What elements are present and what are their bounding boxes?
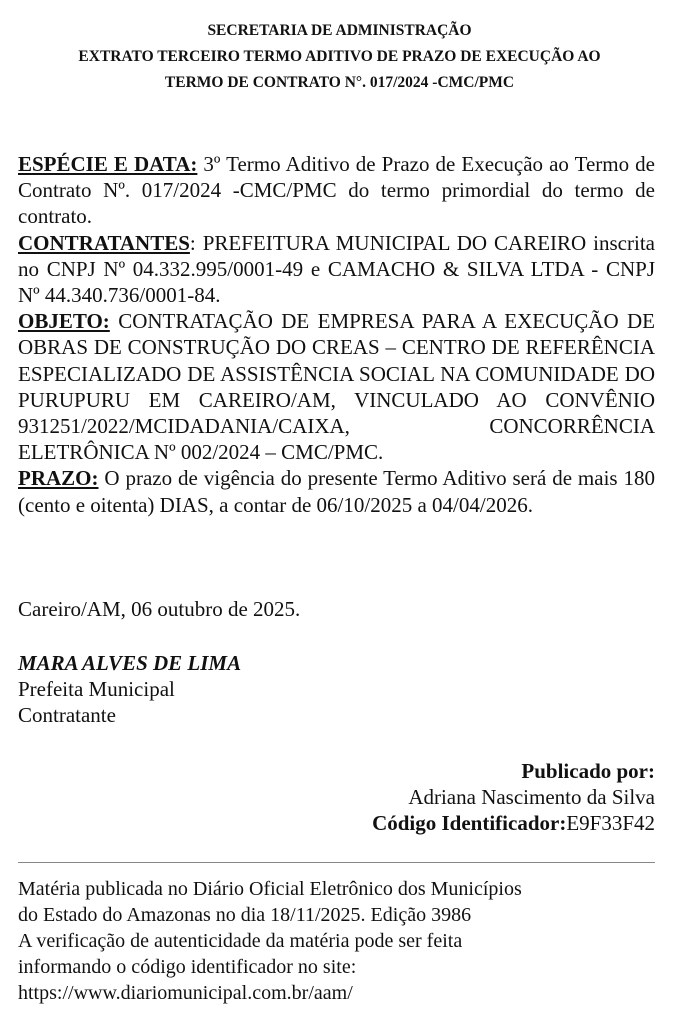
objeto-label: OBJETO: [18,309,110,334]
footer-line: informando o código identificador no site: [18,956,357,978]
prazo-paragraph [18,465,655,517]
published-by-label: Publicado por: [521,759,655,783]
publisher-name: Adriana Nascimento da Silva [408,785,655,809]
publication-block [372,758,655,836]
especie-label: ESPÉCIE E DATA: [18,152,198,176]
footer-note [18,876,658,1006]
identifier-line [372,810,655,836]
divider [18,862,655,863]
contratantes-text: : PREFEITURA MUNICIPAL DO CAREIRO inscrita no CNPJ Nº 04.332.995/0001-49 e CAMACHO & SILVA LTDA - CNPJ Nº 44.340.736/0001-84. [18,230,655,308]
especie-text: 3º Termo Aditivo de Prazo de Execução ao Termo de Contrato Nº. 017/2024 -CMC/PMC do termo primordial do termo de contrato. [18,152,655,229]
prazo-label: PRAZO: [18,466,99,491]
signatory-role: Prefeita Municipal [18,677,175,701]
objeto-paragraph [18,308,655,465]
contratantes-paragraph [18,230,655,309]
document-body [18,151,655,518]
header-title-line2: TERMO DE CONTRATO N°. 017/2024 -CMC/PMC [164,74,515,91]
header-title-line1: EXTRATO TERCEIRO TERMO ADITIVO DE PRAZO DE EXECUÇÃO AO [78,48,601,65]
prazo-text: O prazo de vigência do presente Termo Aditivo será de mais 180 (cento e oitenta) DIAS, a contar de 06/10/2025 a 04/04/2026. [18,466,655,517]
identifier-label: Código Identificador: [372,811,567,835]
identifier-code: E9F33F42 [566,811,655,835]
footer-url: https://www.diariomunicipal.com.br/aam/ [18,982,353,1004]
signatory-name: MARA ALVES DE LIMA [18,651,242,675]
contratantes-label: CONTRATANTES [18,230,190,255]
signatory-party: Contratante [18,703,116,727]
footer-line: A verificação de autenticidade da matéria pode ser feita [18,930,463,952]
signature-block [18,650,241,728]
footer-line: do Estado do Amazonas no dia 18/11/2025. Edição 3986 [18,904,472,926]
header-secretaria: SECRETARIA DE ADMINISTRAÇÃO [207,22,472,39]
especie-paragraph [18,151,655,230]
place-date: Careiro/AM, 06 outubro de 2025. [18,597,301,621]
objeto-text: CONTRATAÇÃO DE EMPRESA PARA A EXECUÇÃO DE OBRAS DE CONSTRUÇÃO DO CREAS – CENTRO DE REFERÊNCIA ESPECIALIZADO DE ASSISTÊNCIA SOCIAL NA COMUNIDADE DO PURUPURU EM CAREIRO/AM, VINCULADO AO CONVÊNIO 931251/2022/MCIDADANIA/CAIXA, CONCORRÊNCIA ELETRÔNICA Nº 002/2024 – CMC/PMC. [18,309,655,465]
document-header [0,18,679,96]
footer-line: Matéria publicada no Diário Oficial Eletrônico dos Municípios [18,878,522,900]
